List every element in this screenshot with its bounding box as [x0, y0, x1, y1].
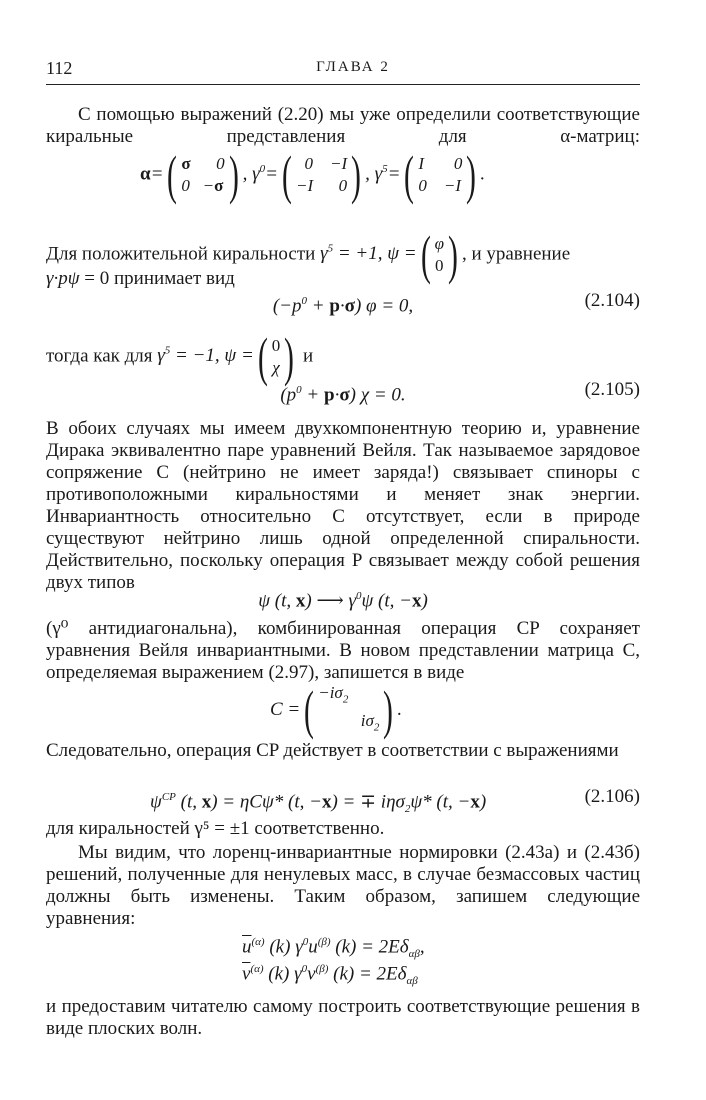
paragraph-positive-chirality: Для положительной киральности $\gamma^5 = +1$, ψ =( φ 0 ) , и уравнение	[46, 224, 571, 285]
equation-2-106: $\psi^{CP}$ (t, x) = ηCψ* (t, −x) = ∓ iησ$_2$ψ* (t, −x) (2.106)	[150, 786, 640, 816]
paragraph-plane-waves: и предоставим читателю самому построить соответствующие решения в виде плоских волн.	[46, 996, 640, 1039]
equation-parity: ψ (t, x) ⟶ $\gamma^0\psi$ (t, −x)	[258, 590, 428, 612]
paragraph-alpha-matrices: С помощью выражений (2.20) мы уже определили соответствующие киральные представления для α-матриц:	[46, 104, 640, 147]
page-number: 112	[46, 58, 73, 78]
equation-matrices: α=( σ 0 0 −σ ) , $\gamma^0=$( 0 −I −I 0 ) , $\gamma^5=$( I 0 0 −I ) .	[140, 145, 486, 205]
equation-c-matrix: C =( $-i\sigma_2$ $i\sigma_2$ ) .	[270, 680, 403, 741]
header-rule	[46, 84, 640, 85]
paragraph-normalizations: Мы видим, что лоренц-инвариантные нормировки (2.43а) и (2.43б) решений, полученные для ненулевых масс, в случае безмассовых частиц должны быть изменены. Таким образом, запишем следующие уравнения:	[46, 842, 640, 929]
equation-2-104: $(-p^0 + p\cdot\sigma) \varphi = 0$, (2.104)	[272, 290, 640, 317]
equation-normalization-u: $\overline{u}^{(\alpha)}$ (k) $\gamma^0u^{(\beta)}$ $(k) = 2E\delta_{\alpha\beta}$,	[242, 936, 425, 961]
paragraph-negative-chirality: тогда как для $\gamma^5 = -1$, ψ =( 0 χ ) и	[46, 326, 314, 387]
paragraph-positive-chirality-cont: γ·pψ = 0 принимает вид	[46, 268, 235, 289]
chapter-title: ГЛАВА 2	[316, 59, 390, 75]
equation-normalization-v: $\overline{v}^{(\alpha)}$ (k) $\gamma^0v^{(\beta)}$ $(k) = 2E\delta_{\alpha\beta}$	[242, 963, 418, 988]
paragraph-two-component: В обоих случаях мы имеем двухкомпонентную теорию и, уравнение Дирака эквивалентно паре уравнений Вейля. Так называемое зарядовое сопряжение C (нейтрино не имеет заряда!) связывает спиноры с противоположными киральностями и меняет знак энергии. Инвариантность относительно C отсутствует, если в природе существуют нейтрино лишь одной определенной спиральности. Действительно, поскольку операция P связывает между собой решения двух типов	[46, 418, 640, 593]
paragraph-cp-action: Следовательно, операция CP действует в соответствии с выражениями	[46, 740, 619, 761]
equation-2-105: $(p^0 + p\cdot\sigma) \chi = 0$. (2.105)	[280, 379, 640, 406]
paragraph-chiralities: для киральностей γ⁵ = ±1 соответственно.	[46, 818, 385, 839]
paragraph-cp-invariance: (γ⁰ антидиагональна), комбинированная операция CP сохраняет уравнения Вейля инвариантными. В новом представлении матрица C, определяемая выражением (2.97), запишется в виде	[46, 618, 640, 683]
